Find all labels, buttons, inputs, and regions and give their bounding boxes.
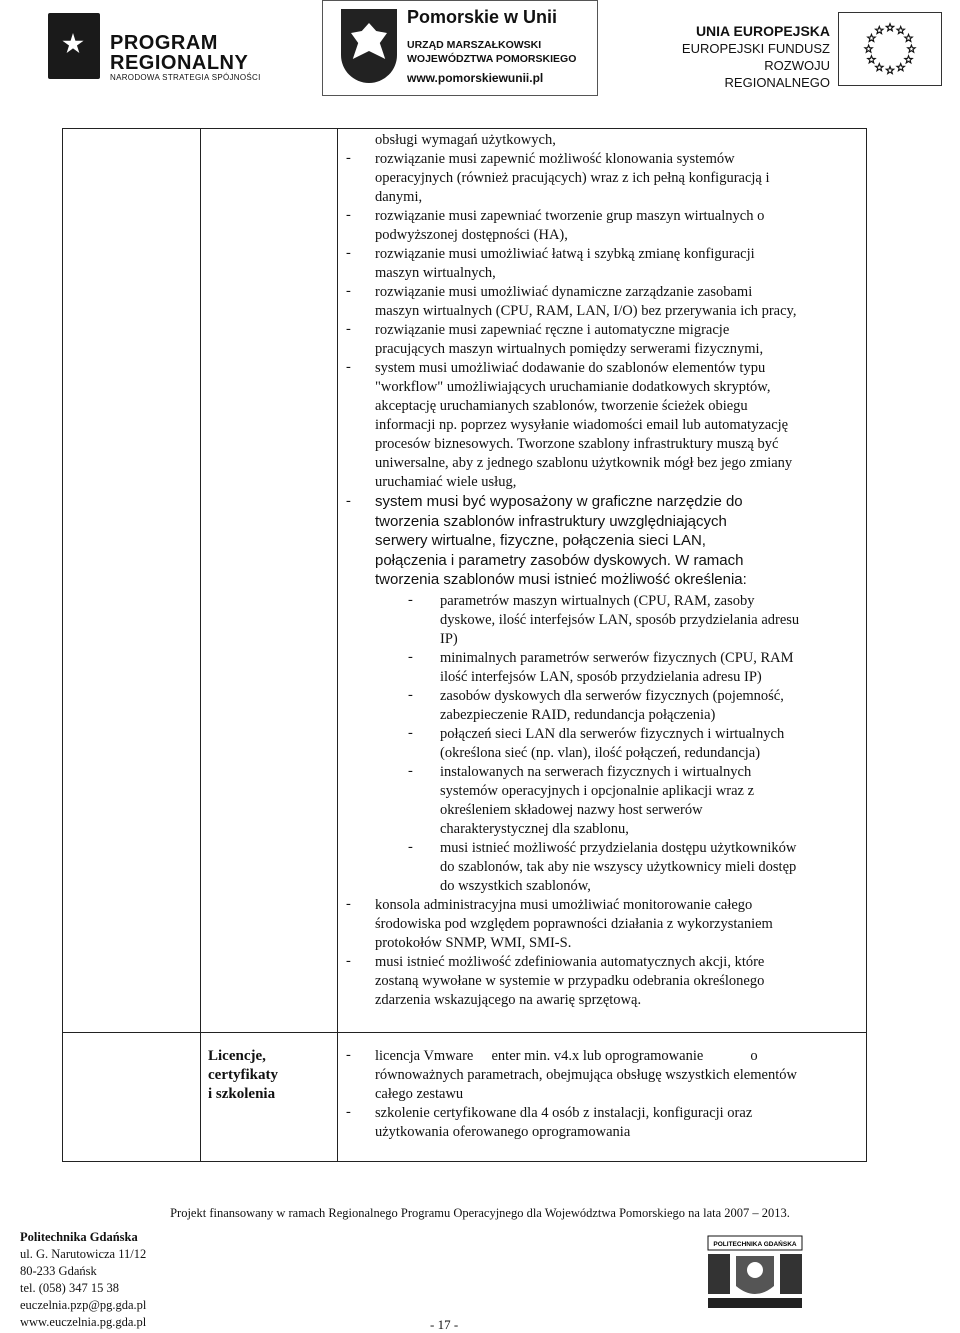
sub-requirement-line: dyskowe, ilość interfejsów LAN, sposób przydzielania adresu — [440, 612, 800, 628]
star-logo-icon — [48, 13, 100, 79]
license-line: równoważnych parametrach, obejmująca obsługę wszystkich elementów — [375, 1067, 797, 1083]
requirement-line-sans: serwery wirtualne, fizyczne, połączenia sieci LAN, — [375, 532, 706, 550]
requirement-line: środowiska pod względem poprawności działania z wykorzystaniem — [375, 916, 773, 932]
table-border-right — [866, 128, 867, 1162]
eu-line-3: ROZWOJU REGIONALNEGO — [724, 58, 830, 90]
sub-requirement-line: ilość interfejsów LAN, sposób przydzielania adresu IP) — [440, 669, 762, 685]
requirement-line: rozwiązanie musi umożliwiać łatwą i szybką zmianę konfiguracji — [375, 246, 755, 262]
griffin-crest-icon — [341, 9, 397, 83]
sub-requirement-line: (określona sieć (np. vlan), ilość połączeń, redundancja) — [440, 745, 761, 761]
bullet-dash: - — [346, 493, 351, 509]
pomorskie-line-1: URZĄD MARSZAŁKOWSKI — [407, 39, 542, 51]
row2-label — [208, 1047, 278, 1104]
requirement-line-sans: system musi być wyposażony w graficzne narzędzie do — [375, 493, 743, 510]
table-border-bottom — [62, 1161, 867, 1162]
eu-star-icon — [905, 34, 912, 41]
eu-star-icon — [868, 34, 875, 41]
bullet-dash: - — [346, 1047, 351, 1063]
table-row-divider — [62, 1032, 867, 1033]
requirement-line: protokołów SNMP, WMI, SMI-S. — [375, 935, 572, 951]
license-line: całego zestawu — [375, 1086, 464, 1102]
requirement-line: uruchamiać wiele usług, — [375, 474, 517, 490]
seal-text: POLITECHNIKA GDAŃSKA — [713, 1241, 797, 1248]
requirement-line: operacyjnych (również pracujących) wraz z ich pełną konfiguracją i — [375, 170, 770, 186]
license-line: szkolenie certyfikowane dla 4 osób z instalacji, konfiguracji oraz — [375, 1105, 753, 1121]
sub-bullet-dash: - — [408, 649, 413, 665]
requirement-line: "workflow" umożliwiających uruchamianie dodatkowych skryptów, — [375, 379, 771, 395]
bullet-dash: - — [346, 1104, 351, 1120]
table-col-divider-1 — [200, 128, 201, 1162]
table-border-left — [62, 128, 63, 1162]
requirement-line-sans: tworzenia szablonów infrastruktury uwzględniających — [375, 512, 727, 530]
requirement-line: informacji np. poprzez wysyłanie wiadomości email lub automatyzację — [375, 417, 789, 433]
sub-requirement-line: instalowanych na serwerach fizycznych i wirtualnych — [440, 764, 752, 780]
requirement-line: musi istnieć możliwość zdefiniowania automatycznych akcji, które — [375, 954, 765, 970]
address-line: ul. G. Narutowicza 11/12 — [20, 1247, 147, 1261]
sub-requirement-line: połączeń sieci LAN dla serwerów fizycznych i wirtualnych — [440, 726, 785, 742]
bullet-dash: - — [346, 321, 351, 337]
bullet-dash: - — [346, 359, 351, 375]
org-name: Politechnika Gdańska — [20, 1230, 138, 1244]
page-number: - 17 - — [430, 1317, 459, 1332]
project-footer-text: Projekt finansowany w ramach Regionalnego Programu Operacyjnego dla Województwa Pomorskiego na lata 2007 – 2013. — [170, 1206, 790, 1220]
requirement-line: pracujących maszyn wirtualnych pomiędzy serwerami fizycznymi, — [375, 341, 764, 357]
license-line: licencja Vmware enter min. v4.x lub oprogramowanie o — [375, 1048, 758, 1064]
sub-bullet-dash: - — [408, 725, 413, 741]
logo-line-3: NARODOWA STRATEGIA SPÓJNOŚCI — [110, 73, 261, 82]
sub-bullet-dash: - — [408, 839, 413, 855]
label-line: i szkolenia — [208, 1086, 276, 1102]
sub-requirement-line: do wszystkich szablonów, — [440, 878, 591, 894]
bullet-dash: - — [346, 150, 351, 166]
eu-line-2: EUROPEJSKI FUNDUSZ — [681, 41, 830, 56]
eu-star-icon — [886, 24, 893, 31]
sub-requirement-line: minimalnych parametrów serwerów fizycznych (CPU, RAM — [440, 650, 794, 666]
eu-star-icon — [868, 56, 875, 63]
sub-requirement-line: systemów operacyjnych i opcjonalnie aplikacji wraz z — [440, 783, 755, 799]
table-border-top — [62, 128, 867, 129]
eu-line-1: UNIA EUROPEJSKA — [695, 23, 830, 39]
pomorskie-title: Pomorskie w Unii — [407, 7, 558, 27]
requirement-line: rozwiązanie musi umożliwiać dynamiczne zarządzanie zasobami — [375, 284, 753, 300]
sub-requirement-line: charakterystycznej dla szablonu, — [440, 821, 629, 837]
pomorskie-line-2: WOJEWÓDZTWA POMORSKIEGO — [407, 53, 577, 65]
sub-requirement-line: IP) — [440, 631, 458, 647]
requirement-line: maszyn wirtualnych, — [375, 265, 496, 281]
label-line: Licencje, — [208, 1048, 266, 1064]
requirement-line: rozwiązanie musi zapewniać tworzenie grup maszyn wirtualnych o — [375, 208, 765, 224]
address-block — [20, 1229, 146, 1331]
logo-line-1: PROGRAM — [110, 32, 218, 54]
requirement-line: danymi, — [375, 189, 423, 205]
eu-star-icon — [905, 56, 912, 63]
requirement-line: zostaną wywołane w systemie w przypadku odebrania określonego — [375, 973, 765, 989]
sub-requirement-line: zasobów dyskowych dla serwerów fizycznych (pojemność, — [440, 688, 784, 704]
requirement-line: system musi umożliwiać dodawanie do szablonów elementów typu — [375, 360, 766, 376]
sub-bullet-dash: - — [408, 687, 413, 703]
eu-flag-icon — [838, 12, 942, 86]
sub-requirement-line: zabezpieczenie RAID, redundancja połączenia) — [440, 707, 716, 723]
eu-star-icon — [865, 45, 872, 52]
requirement-line: procesów biznesowych. Tworzone szablony infrastruktury muszą być — [375, 436, 779, 452]
requirement-line-sans: tworzenia szablonów musi istnieć możliwość określenia: — [375, 571, 747, 589]
license-line: użytkowania oferowanego oprogramowania — [375, 1124, 631, 1140]
requirement-line-sans: połączenia i parametry zasobów dyskowych. W ramach — [375, 551, 744, 569]
requirement-line: podwyższonej dostępności (HA), — [375, 227, 568, 243]
requirement-line: konsola administracyjna musi umożliwiać monitorowanie całego — [375, 897, 753, 913]
program-regionalny-logo — [48, 5, 268, 87]
sub-requirement-line: musi istnieć możliwość przydzielania dostępu użytkowników — [440, 840, 797, 856]
requirement-line: rozwiązanie musi zapewniać ręczne i automatyczne migracje — [375, 322, 730, 338]
pomorskie-logo — [322, 0, 598, 96]
table-col-divider-2 — [337, 128, 338, 1162]
bullet-dash: - — [346, 953, 351, 969]
sub-requirement-line: określeniem składowej nazwy host serwerów — [440, 802, 703, 818]
politechnika-seal-icon — [700, 1232, 810, 1317]
requirement-line: rozwiązanie musi zapewnić możliwość klonowania systemów — [375, 151, 735, 167]
label-line: certyfikaty — [208, 1067, 278, 1083]
bullet-dash: - — [346, 283, 351, 299]
requirement-line: obsługi wymagań użytkowych, — [375, 132, 556, 148]
sub-bullet-dash: - — [408, 592, 413, 608]
requirement-line: zdarzenia wskazującego na awarię sprzętową. — [375, 992, 642, 1008]
eu-star-icon — [897, 27, 904, 34]
eu-star-icon — [876, 64, 883, 71]
sub-requirement-line: parametrów maszyn wirtualnych (CPU, RAM, zasoby — [440, 593, 755, 609]
sub-bullet-dash: - — [408, 763, 413, 779]
eu-star-icon — [886, 67, 893, 74]
eu-logo-text — [660, 22, 830, 90]
eu-star-icon — [908, 45, 915, 52]
pomorskie-url: www.pomorskiewunii.pl — [407, 71, 544, 85]
phone: tel. (058) 347 15 38 — [20, 1281, 119, 1295]
eu-star-icon — [876, 27, 883, 34]
requirement-line: akceptację uruchamianych szablonów, tworzenie ścieżek obiegu — [375, 398, 748, 414]
requirement-line: uniwersalne, aby z jednego szablonu użytkownik mógł bez jego zmiany — [375, 455, 793, 471]
sub-requirement-line: do szablonów, tak aby nie wszyscy użytkownicy mieli dostęp — [440, 859, 797, 875]
email-link[interactable]: euczelnia.pzp@pg.gda.pl — [20, 1298, 147, 1312]
requirement-line: maszyn wirtualnych (CPU, RAM, LAN, I/O) bez przerywania ich pracy, — [375, 303, 797, 319]
bullet-dash: - — [346, 245, 351, 261]
address-line: 80-233 Gdańsk — [20, 1264, 97, 1278]
bullet-dash: - — [346, 207, 351, 223]
eu-star-icon — [897, 64, 904, 71]
website-link[interactable]: www.euczelnia.pg.gda.pl — [20, 1315, 147, 1329]
logo-line-2: REGIONALNY — [110, 52, 249, 74]
bullet-dash: - — [346, 896, 351, 912]
